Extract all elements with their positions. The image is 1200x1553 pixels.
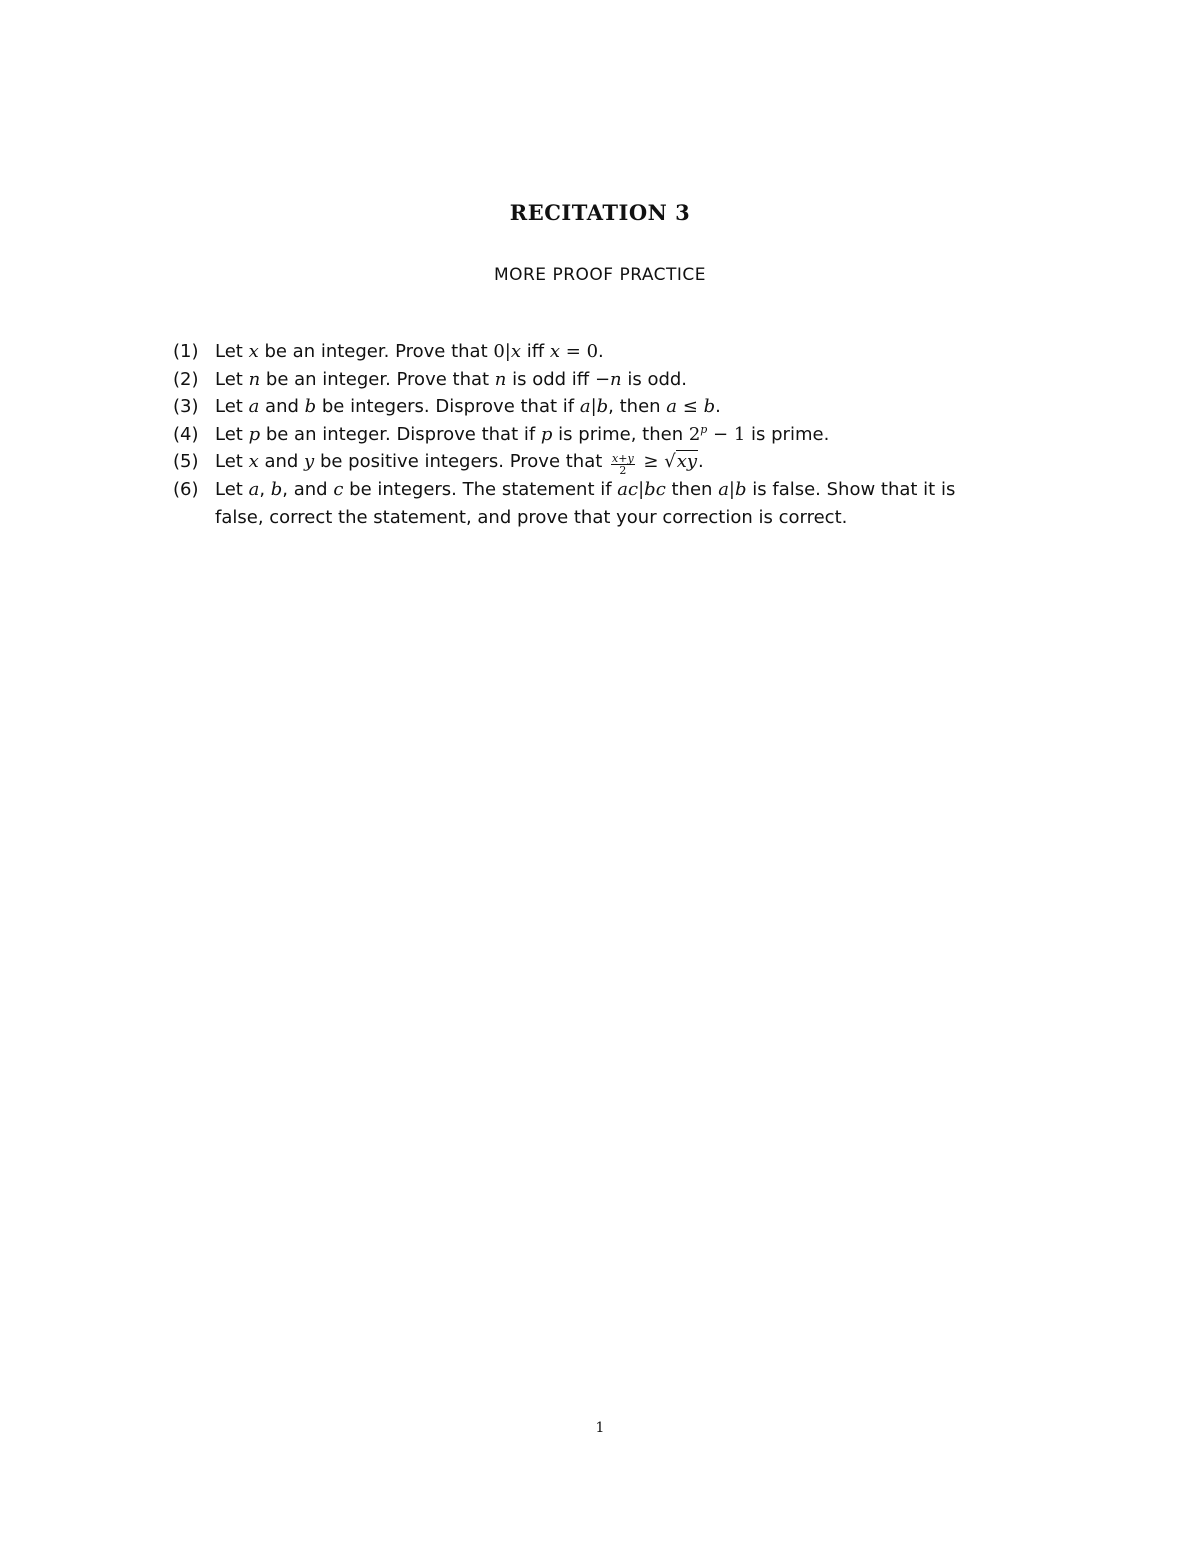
problem-text: Let: [215, 479, 249, 500]
page-number: 1: [595, 1420, 605, 1436]
math-variable: n: [248, 368, 261, 390]
problem-text: and: [259, 396, 305, 417]
problem-number: (5): [173, 451, 199, 472]
math-variable: y: [304, 451, 315, 472]
problem-text: is prime.: [745, 423, 830, 445]
math-expression: |: [728, 479, 735, 500]
problem-text: is odd.: [621, 368, 688, 390]
math-variable: n: [494, 368, 507, 390]
math-variable: b: [304, 396, 317, 417]
radical-sign-icon: √: [664, 451, 676, 472]
problem-text: be positive integers. Prove that: [314, 451, 609, 472]
problem-item-4: [173, 421, 1073, 449]
problem-item-6: [173, 476, 1073, 531]
math-variable: b: [735, 479, 747, 500]
math-fraction: [611, 453, 635, 476]
problem-number: (2): [173, 368, 199, 390]
problem-text: iff: [521, 341, 550, 362]
problem-text: Let: [215, 368, 249, 390]
problem-text-continuation: false, correct the statement, and prove that your correction is correct.: [215, 506, 848, 528]
fraction-denominator: 2: [619, 464, 627, 477]
math-variable: p: [248, 423, 261, 445]
math-variable: x: [510, 341, 522, 362]
math-variable: b: [270, 479, 283, 500]
problem-text: be integers. Disprove that if: [316, 396, 580, 417]
problem-text: Let: [215, 396, 249, 417]
math-variable: x: [248, 451, 259, 472]
problem-text: Let: [215, 451, 249, 472]
math-variable: a: [666, 396, 678, 417]
math-variable: x: [549, 341, 561, 362]
fraction-numerator: x+y: [612, 452, 634, 465]
page-subtitle: MORE PROOF PRACTICE: [493, 265, 707, 285]
problem-item-2: [173, 366, 1073, 394]
problem-text: and: [258, 451, 305, 472]
problem-item-1: [173, 338, 1073, 366]
math-variable: a: [718, 479, 729, 500]
problem-number: (4): [173, 423, 199, 445]
math-expression: |: [590, 396, 597, 417]
problem-text: Let: [215, 423, 249, 445]
problem-number: (1): [173, 341, 199, 362]
math-variable: a: [248, 479, 260, 500]
problem-number: (3): [173, 396, 199, 417]
problem-text: .: [715, 396, 721, 417]
math-variable: a: [248, 396, 260, 417]
math-variable: b: [596, 396, 609, 417]
math-variable: ac: [617, 479, 639, 500]
problem-text: be an integer. Prove that: [260, 368, 495, 390]
problem-text: be integers. The statement if: [343, 479, 618, 500]
problem-number: (6): [173, 479, 199, 500]
problem-item-5: [173, 448, 1073, 476]
math-expression: 2: [688, 423, 701, 445]
problem-text: then: [665, 479, 719, 500]
math-expression: −: [594, 368, 611, 390]
math-variable: a: [579, 396, 591, 417]
math-variable: n: [610, 368, 622, 390]
math-exponent: p: [700, 422, 708, 436]
problem-text: , then: [608, 396, 667, 417]
math-expression: − 1: [707, 423, 746, 445]
radicand: xy: [676, 451, 698, 472]
problem-text: is false. Show that it is: [746, 479, 956, 500]
problem-text: ,: [259, 479, 271, 500]
math-expression: ≥: [637, 451, 665, 472]
problem-list: [173, 338, 1073, 531]
math-expression: ≤: [677, 396, 704, 417]
problem-text: , and: [282, 479, 334, 500]
math-variable: p: [540, 423, 553, 445]
problem-text: .: [598, 341, 604, 362]
math-variable: b: [703, 396, 716, 417]
problem-text: be an integer. Disprove that if: [260, 423, 541, 445]
math-variable: bc: [644, 479, 666, 500]
problem-text: be an integer. Prove that: [258, 341, 494, 362]
page-title: RECITATION 3: [509, 200, 691, 225]
math-expression: = 0: [560, 341, 599, 362]
problem-item-3: [173, 393, 1073, 421]
math-variable: x: [248, 341, 259, 362]
problem-text: Let: [215, 341, 249, 362]
problem-text: is prime, then: [552, 423, 689, 445]
math-expression: 0|: [493, 341, 511, 362]
problem-text: is odd iff: [506, 368, 595, 390]
problem-text: .: [698, 451, 704, 472]
math-variable: c: [333, 479, 344, 500]
math-square-root: [664, 450, 698, 472]
math-expression: |: [638, 479, 645, 500]
